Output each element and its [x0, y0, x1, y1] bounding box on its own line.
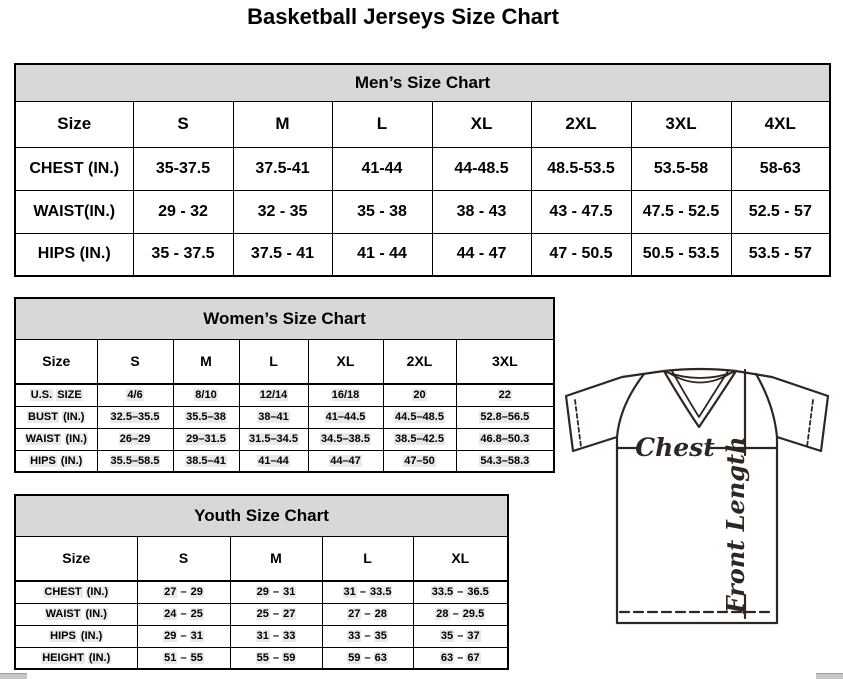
size-value-cell: 52.5 - 57	[731, 190, 830, 233]
shaded-token: 41–44	[258, 454, 289, 467]
size-value-cell	[97, 428, 173, 450]
shaded-token: 35	[374, 630, 387, 642]
shaded-token: 51	[164, 651, 177, 664]
size-value-cell: 63 – 67	[413, 647, 508, 669]
size-value-cell	[383, 406, 456, 428]
size-value-cell: 44 - 47	[432, 233, 531, 276]
mens-table	[14, 63, 831, 277]
size-value-cell: 58-63	[731, 147, 830, 190]
size-value-cell: 41 - 44	[332, 233, 432, 276]
column-header: XL	[413, 536, 508, 581]
shaded-token: 34.5–38.5	[321, 433, 370, 445]
column-header: L	[239, 339, 308, 384]
column-header: XL	[308, 339, 383, 384]
size-value-cell: 53.5 - 57	[731, 233, 830, 276]
shaded-token: (IN.)	[65, 433, 87, 445]
column-header: 3XL	[456, 339, 554, 384]
size-value-cell: 50.5 - 53.5	[631, 233, 731, 276]
shaded-token: (IN.)	[88, 651, 111, 664]
size-value-cell: 27 – 28	[322, 603, 413, 625]
shaded-token: 38.5–41	[186, 454, 226, 467]
table-row	[15, 603, 508, 625]
column-header: M	[230, 536, 322, 581]
h-scrollbar-left-fragment[interactable]	[0, 673, 27, 679]
size-value-cell: 37.5 - 41	[233, 233, 332, 276]
shaded-token: WAIST	[45, 608, 81, 620]
size-value-cell: 28 – 29.5	[413, 603, 508, 625]
shaded-token: (IN.)	[60, 454, 83, 467]
shaded-token: 29.5	[462, 608, 485, 620]
size-value-cell	[308, 450, 383, 472]
chest-label: Chest	[635, 433, 715, 462]
column-header: 2XL	[383, 339, 456, 384]
size-value-cell: 29 – 31	[137, 625, 230, 647]
size-value-cell: 41-44	[332, 147, 432, 190]
size-value-cell: 35-37.5	[133, 147, 233, 190]
mens-chart-title: Men’s Size Chart	[15, 64, 830, 101]
size-value-cell: 29 – 31	[230, 581, 322, 603]
shaded-token: 38.5–42.5	[395, 433, 444, 445]
table-row	[15, 406, 554, 428]
shaded-token: WAIST	[25, 433, 61, 445]
size-value-cell: 59 – 63	[322, 647, 413, 669]
size-value-cell: 31 – 33.5	[322, 581, 413, 603]
shaded-token: 33	[348, 630, 361, 642]
column-header: Size	[15, 536, 137, 581]
row-label: CHEST (IN.)	[15, 147, 133, 190]
table-title-row	[15, 64, 830, 101]
youth-table	[14, 494, 509, 670]
row-label	[15, 625, 137, 647]
shaded-token: 38–41	[258, 411, 289, 423]
shaded-token: 55	[190, 651, 203, 664]
size-value-cell: 43 - 47.5	[531, 190, 631, 233]
shaded-token: 67	[467, 651, 480, 664]
shaded-token: 63	[440, 651, 454, 664]
size-value-cell: 29 - 32	[133, 190, 233, 233]
row-label	[15, 406, 97, 428]
size-value-cell: 47.5 - 52.5	[631, 190, 731, 233]
column-header: 4XL	[731, 101, 830, 147]
womens-chart-title: Women’s Size Chart	[15, 298, 554, 339]
shaded-token: 28	[436, 608, 449, 620]
table-row	[15, 581, 508, 603]
shaded-token: 31.5–34.5	[249, 433, 298, 445]
size-value-cell: 31 – 33	[230, 625, 322, 647]
size-value-cell: 37.5-41	[233, 147, 332, 190]
shaded-token: 35.5–38	[186, 411, 226, 423]
row-label: HIPS (IN.)	[15, 233, 133, 276]
size-value-cell: 35 - 38	[332, 190, 432, 233]
size-value-cell	[239, 406, 308, 428]
table-row	[15, 428, 554, 450]
womens-size-chart-table	[14, 297, 553, 473]
row-label	[15, 384, 97, 406]
shaded-token: 27	[283, 608, 296, 620]
jersey-outline	[566, 369, 828, 623]
size-value-cell	[173, 428, 239, 450]
column-header: Size	[15, 101, 133, 147]
shaded-token: 55	[256, 651, 269, 664]
shaded-token: 24	[164, 608, 177, 620]
shaded-token: 31	[343, 586, 356, 599]
shaded-token: 47–50	[404, 454, 435, 467]
column-header: 3XL	[631, 101, 731, 147]
shaded-token: 25	[256, 608, 269, 620]
shaded-token: 59	[283, 651, 296, 664]
size-value-cell: 24 – 25	[137, 603, 230, 625]
table-row	[15, 450, 554, 472]
h-scrollbar-right-fragment[interactable]	[816, 673, 843, 679]
size-value-cell	[97, 384, 173, 406]
size-value-cell: 38 - 43	[432, 190, 531, 233]
shaded-token: 22	[498, 389, 511, 402]
shaded-token: U.S.	[30, 389, 53, 402]
size-value-cell	[456, 384, 554, 406]
size-value-cell: 35 - 37.5	[133, 233, 233, 276]
shaded-token: HIPS	[30, 454, 56, 467]
shaded-token: 44–47	[330, 454, 361, 467]
column-header: 2XL	[531, 101, 631, 147]
size-value-cell	[239, 428, 308, 450]
shaded-token: 31	[256, 630, 269, 642]
shaded-token: BUST	[28, 411, 58, 423]
size-value-cell: 33.5 – 36.5	[413, 581, 508, 603]
column-header: S	[97, 339, 173, 384]
size-value-cell	[456, 428, 554, 450]
size-value-cell	[308, 406, 383, 428]
size-value-cell: 51 – 55	[137, 647, 230, 669]
size-value-cell: 27 – 29	[137, 581, 230, 603]
row-label	[15, 647, 137, 669]
table-row	[15, 147, 830, 190]
shaded-token: 20	[413, 389, 426, 402]
shaded-token: 32.5–35.5	[110, 411, 160, 423]
shaded-token: 29–31.5	[186, 433, 226, 445]
shaded-token: 27	[348, 608, 361, 620]
size-value-cell	[308, 384, 383, 406]
shaded-token: 33	[283, 630, 296, 642]
column-header: S	[137, 536, 230, 581]
shaded-token: 8/10	[195, 389, 217, 402]
row-label	[15, 428, 97, 450]
size-value-cell	[239, 384, 308, 406]
table-title-row	[15, 495, 508, 536]
shaded-token: 35.5–58.5	[110, 454, 160, 467]
shaded-token: 33.5	[431, 586, 454, 599]
womens-table	[14, 297, 555, 473]
shaded-token: 16/18	[331, 389, 360, 402]
shaded-token: (IN.)	[63, 411, 85, 423]
shaded-token: 44.5–48.5	[395, 411, 444, 423]
shaded-token: 59	[348, 651, 361, 664]
table-row	[15, 625, 508, 647]
table-row	[15, 233, 830, 276]
shaded-token: 29	[164, 630, 177, 642]
table-row	[15, 647, 508, 669]
shaded-token: (IN.)	[85, 608, 107, 620]
shaded-token: 33.5	[370, 586, 392, 599]
size-value-cell	[456, 406, 554, 428]
shaded-token: 27	[164, 586, 177, 599]
table-title-row	[15, 298, 554, 339]
size-value-cell	[173, 450, 239, 472]
size-value-cell	[97, 450, 173, 472]
shaded-token: 28	[374, 608, 387, 620]
shaded-token: 54.3–58.3	[480, 454, 530, 467]
shaded-token: 25	[190, 608, 203, 620]
size-value-cell	[383, 384, 456, 406]
size-value-cell: 32 - 35	[233, 190, 332, 233]
shaded-token: 31	[283, 586, 296, 599]
size-value-cell: 33 – 35	[322, 625, 413, 647]
size-value-cell: 48.5-53.5	[531, 147, 631, 190]
page-title: Basketball Jerseys Size Chart	[247, 4, 559, 29]
column-header: Size	[15, 339, 97, 384]
row-label	[15, 581, 137, 603]
column-header: M	[233, 101, 332, 147]
size-value-cell	[456, 450, 554, 472]
shaded-token: (IN.)	[80, 630, 103, 642]
jersey-measurement-diagram	[552, 358, 843, 664]
shaded-token: 31	[190, 630, 203, 642]
shaded-token: 29	[190, 586, 203, 599]
column-header: XL	[432, 101, 531, 147]
table-row	[15, 190, 830, 233]
shaded-token: HIPS	[50, 630, 76, 642]
shaded-token: CHEST	[44, 586, 82, 599]
header-row	[15, 536, 508, 581]
column-header: L	[332, 101, 432, 147]
column-header: L	[322, 536, 413, 581]
shaded-token: 26–29	[119, 433, 151, 445]
shaded-token: 41–44.5	[325, 411, 366, 423]
row-label	[15, 603, 137, 625]
shaded-token: 37	[467, 630, 480, 642]
youth-chart-title: Youth Size Chart	[15, 495, 508, 536]
size-value-cell: 44-48.5	[432, 147, 531, 190]
shaded-token: 35	[440, 630, 454, 642]
shaded-token: SIZE	[57, 389, 82, 402]
shaded-token: 63	[374, 651, 387, 664]
table-row	[15, 384, 554, 406]
size-value-cell: 35 – 37	[413, 625, 508, 647]
row-label: WAIST(IN.)	[15, 190, 133, 233]
size-value-cell	[383, 428, 456, 450]
size-value-cell	[383, 450, 456, 472]
shaded-token: 12/14	[259, 389, 288, 402]
size-value-cell	[173, 384, 239, 406]
size-value-cell	[173, 406, 239, 428]
shaded-token: (IN.)	[86, 586, 109, 599]
size-value-cell	[308, 428, 383, 450]
shaded-token: 4/6	[127, 389, 143, 402]
size-value-cell	[97, 406, 173, 428]
shaded-token: 29	[256, 586, 269, 599]
header-row	[15, 339, 554, 384]
shaded-token: HEIGHT	[42, 651, 84, 664]
row-label	[15, 450, 97, 472]
column-header: S	[133, 101, 233, 147]
shaded-token: 36.5	[467, 586, 489, 599]
size-value-cell: 53.5-58	[631, 147, 731, 190]
size-value-cell: 47 - 50.5	[531, 233, 631, 276]
column-header: M	[173, 339, 239, 384]
header-row	[15, 101, 830, 147]
shaded-token: 52.8–56.5	[480, 411, 530, 423]
size-value-cell	[239, 450, 308, 472]
size-value-cell: 55 – 59	[230, 647, 322, 669]
shaded-token: 46.8–50.3	[480, 433, 530, 445]
youth-size-chart-table	[14, 494, 507, 670]
mens-size-chart-table	[14, 63, 829, 277]
size-value-cell: 25 – 27	[230, 603, 322, 625]
front-length-label: Front Length	[721, 436, 750, 614]
